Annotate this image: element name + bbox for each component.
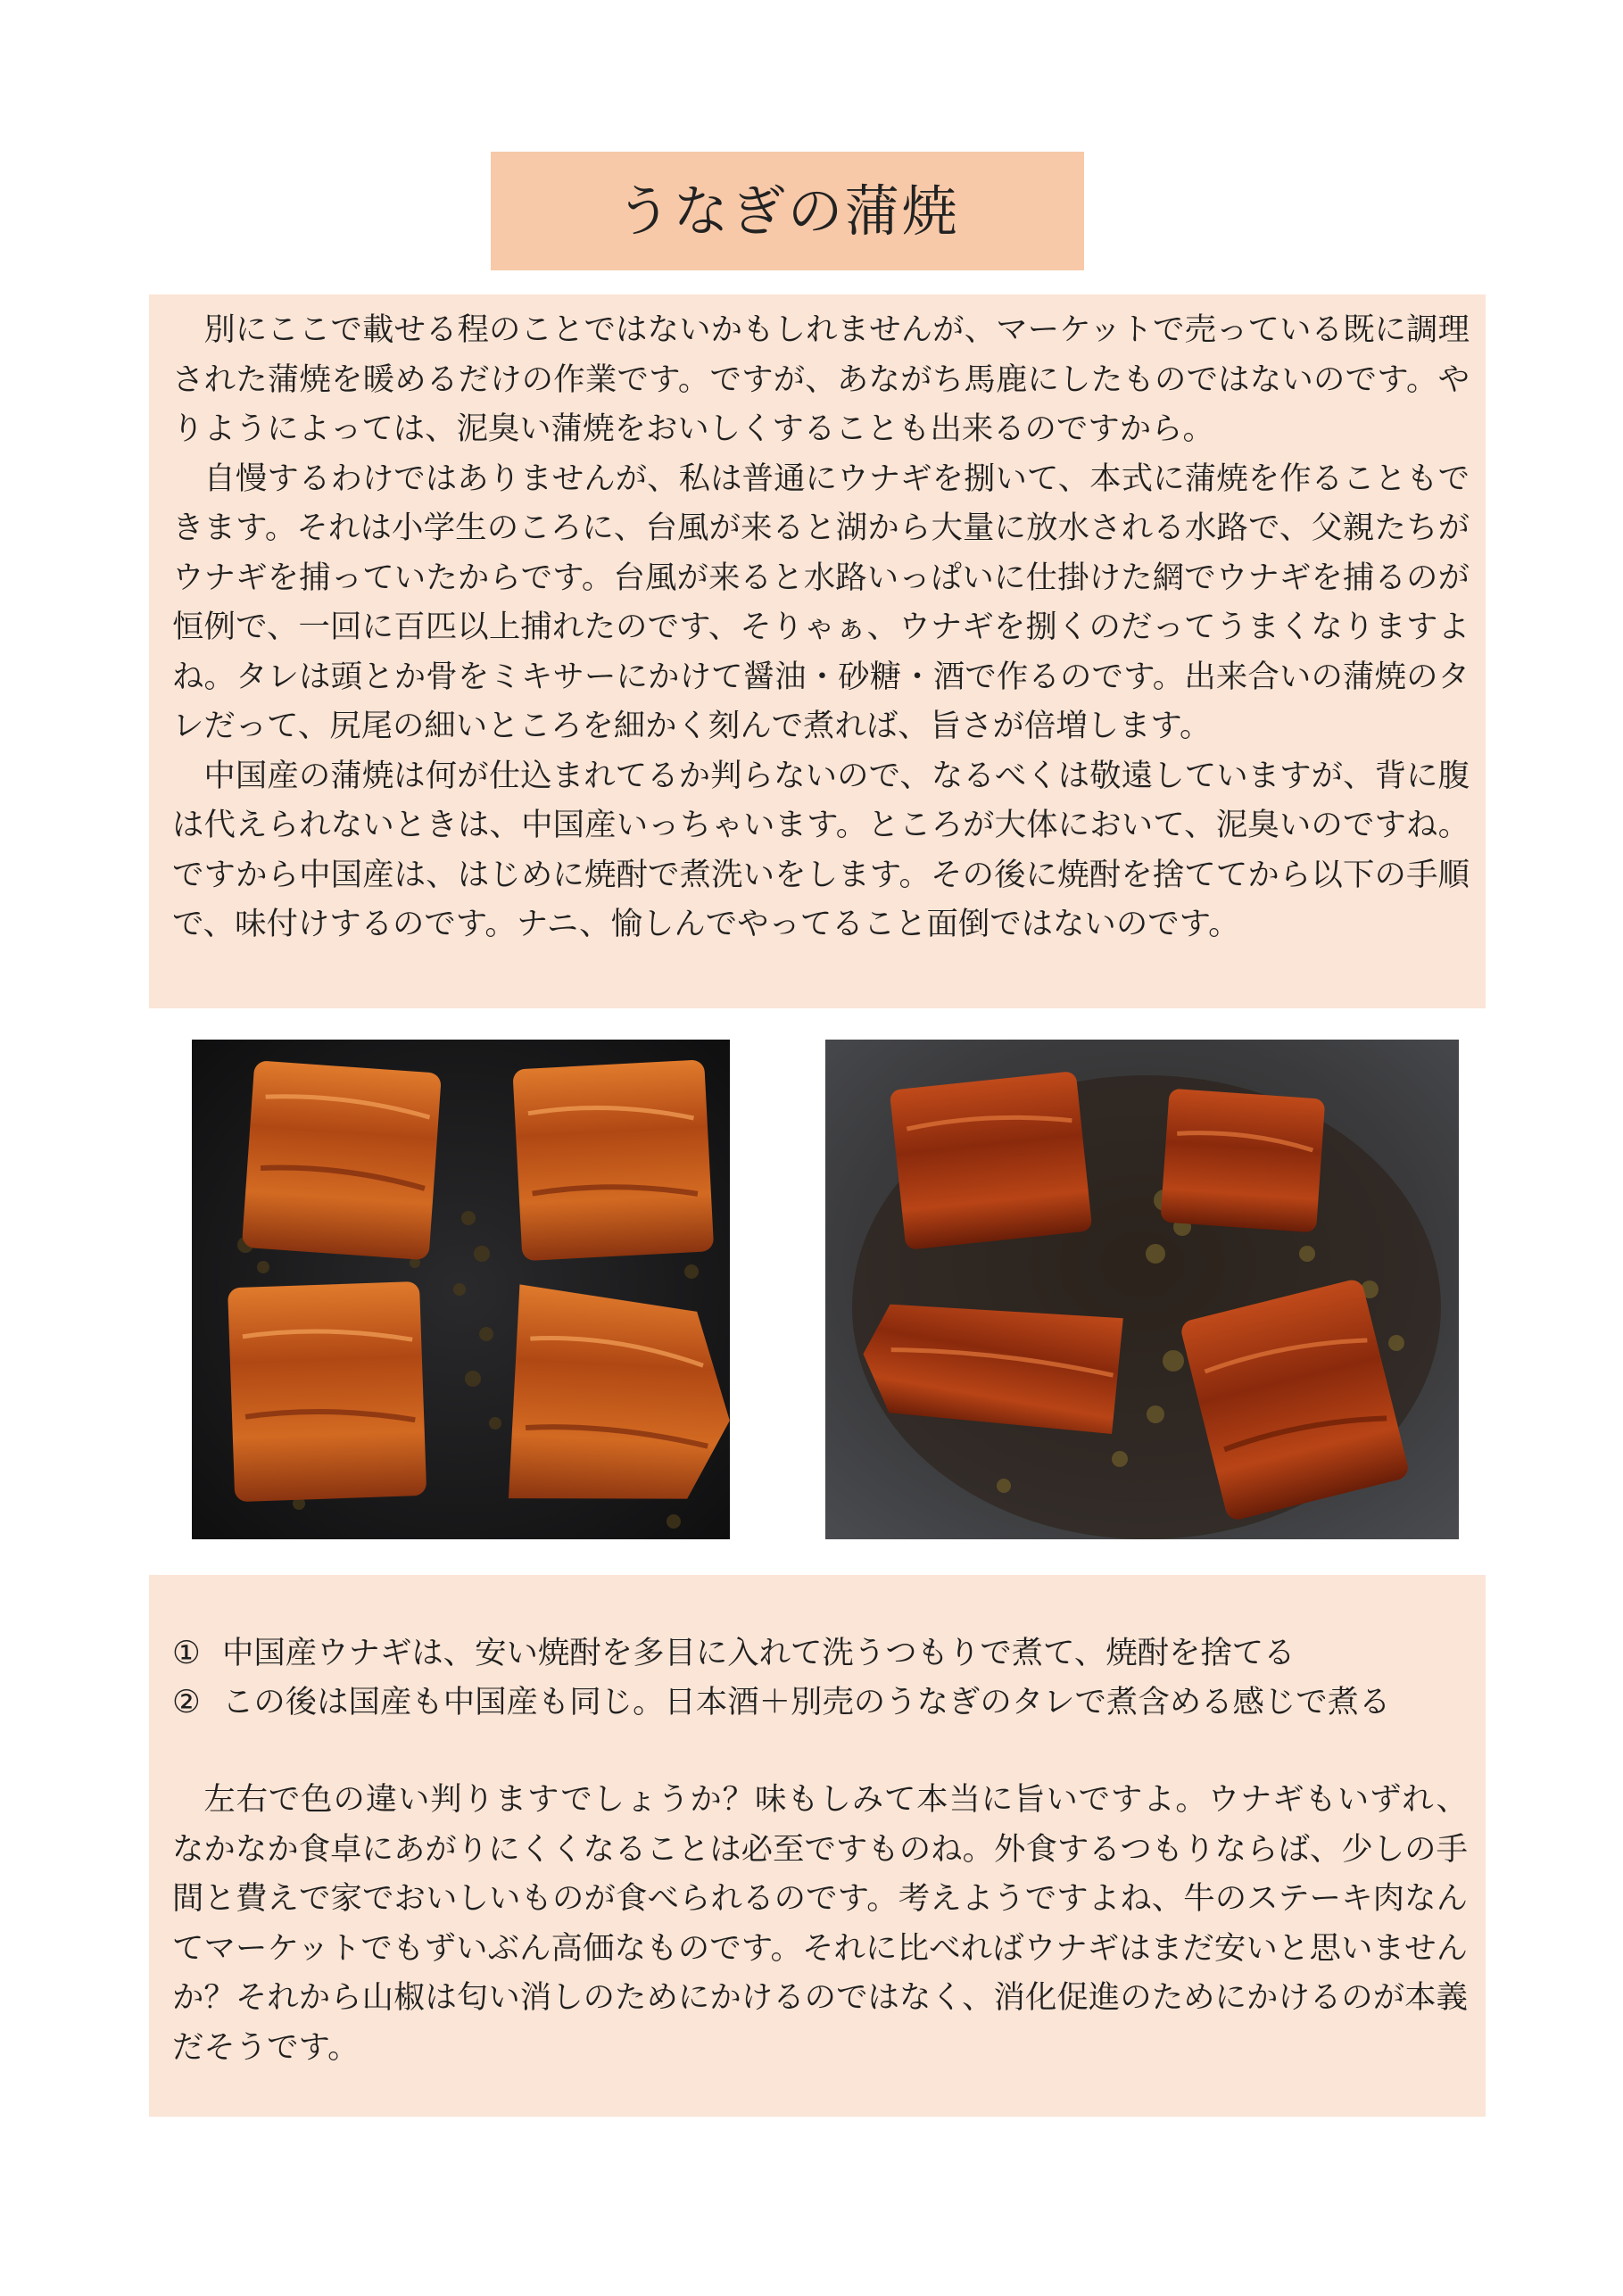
step-text: この後は国産も中国産も同じ。日本酒＋別売のうなぎのタレで煮含める感じで煮る (222, 1684, 1391, 1720)
steps-panel (149, 1575, 1486, 2117)
photo-chinese-eel (825, 1040, 1459, 1539)
step-number: ① (172, 1635, 201, 1671)
photo-domestic-eel (192, 1040, 730, 1539)
step-item-2 (172, 1678, 1468, 1727)
spacer (172, 1727, 1468, 1775)
closing-paragraph: 左右で色の違い判りますでしょうか？味もしみて本当に旨いですよ。ウナギもいずれ、なかなか食卓にあがりにくくなることは必至ですものね。外食するつもりならば、少しの手間と費えで家でおいしいものが食べられるのです。考えようですよね、牛のステーキ肉なんてマーケットでもずいぶん高価なものです。それに比べればウナギはまだ安いと思いませんか？それから山椒は匂い消しのためにかけるのではなく、消化促進のためにかけるのが本義だそうです。 (172, 1781, 1468, 2066)
intro-panel (149, 294, 1486, 1008)
intro-paragraph-2: 自慢するわけではありませんが、私は普通にウナギを捌いて、本式に蒲焼を作ることもできます。それは小学生のころに、台風が来ると湖から大量に放水される水路で、父親たちがウナギを捕っていたからです。台風が来ると水路いっぱいに仕掛けた網でウナギを捕るのが恒例で、一回に百匹以上捕れたのです、そりゃぁ、ウナギを捌くのだってうまくなりますよね。タレは頭とか骨をミキサーにかけて醤油・砂糖・酒で作るのです。出来合いの蒲焼のタレだって、尻尾の細いところを細かく刻んで煮れば、旨さが倍増します。 (172, 460, 1470, 744)
intro-paragraph-1: 別にここで載せる程のことではないかもしれませんが、マーケットで売っている既に調理された蒲焼を暖めるだけの作業です。ですが、あながち馬鹿にしたものではないのです。やりようによっては、泥臭い蒲焼をおいしくすることも出来るのですから。 (172, 311, 1470, 447)
step-text: 中国産ウナギは、安い焼酎を多目に入れて洗うつもりで煮て、焼酎を捨てる (222, 1635, 1296, 1671)
step-item-1 (172, 1629, 1468, 1678)
step-number: ② (172, 1684, 201, 1720)
title-banner (491, 152, 1084, 270)
intro-paragraph-3: 中国産の蒲焼は何が仕込まれてるか判らないので、なるべくは敬遠していますが、背に腹は代えられないときは、中国産いっちゃいます。ところが大体において、泥臭いのですね。ですから中国産は、はじめに焼酎で煮洗いをします。その後に焼酎を捨ててから以下の手順で、味付けするのです。ナニ、愉しんでやってること面倒ではないのです。 (172, 757, 1470, 942)
page-title: うなぎの蒲焼 (616, 178, 959, 244)
